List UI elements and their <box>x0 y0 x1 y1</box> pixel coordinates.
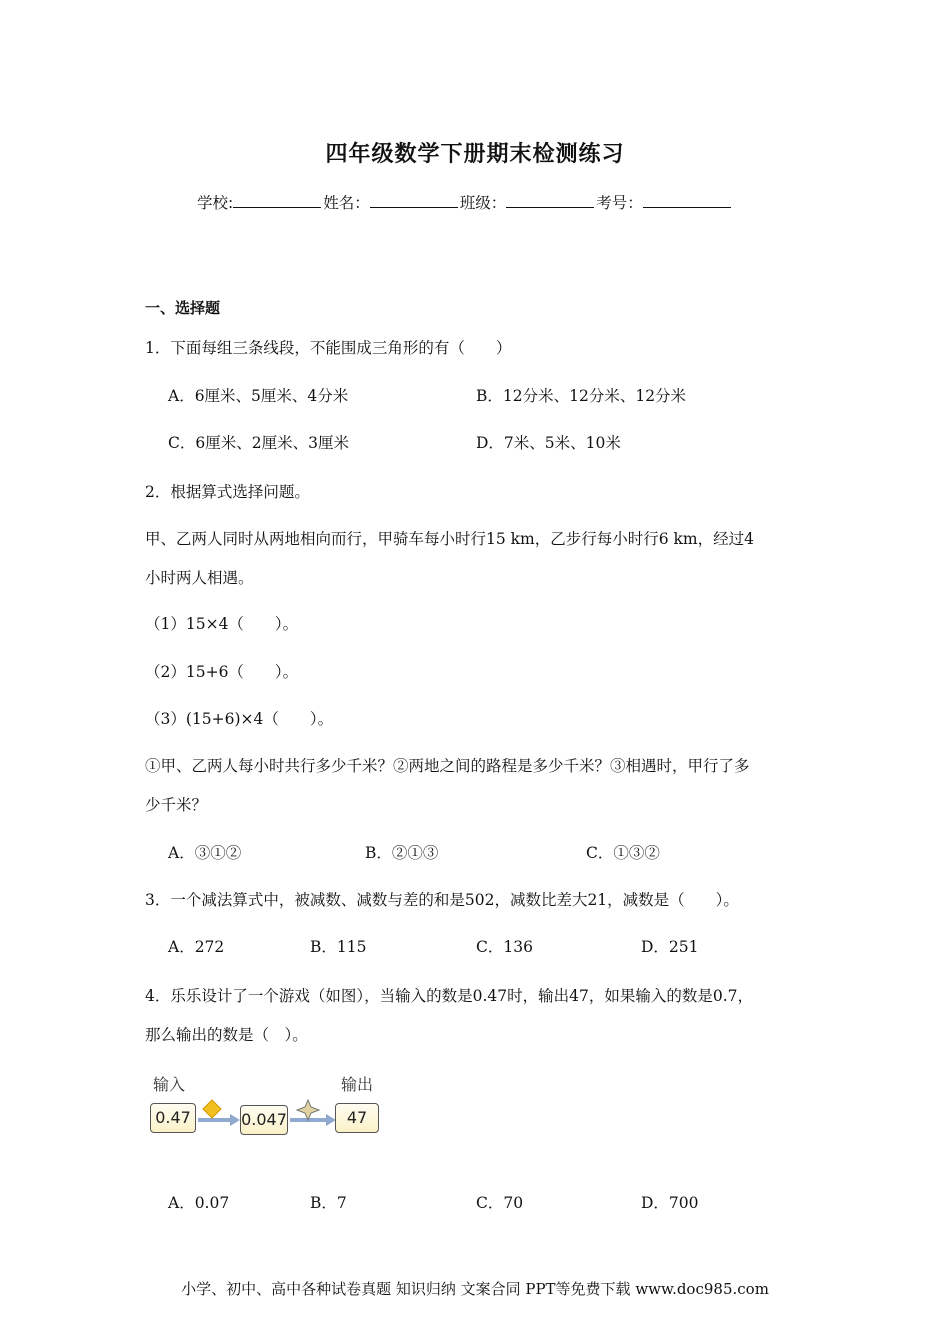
student-info-line <box>197 191 733 213</box>
middle-box: 0.047 <box>240 1105 288 1135</box>
q1-option-d: D．7米、5米、10米 <box>476 434 621 452</box>
q3-option-b: B．115 <box>310 938 367 956</box>
q3-option-c: C．136 <box>476 938 533 956</box>
q1-option-a: A．6厘米、5厘米、4分米 <box>168 387 349 405</box>
q3-option-d: D．251 <box>641 938 699 956</box>
q1-option-c: C．6厘米、2厘米、3厘米 <box>168 434 349 452</box>
io-machine-figure <box>148 1070 388 1140</box>
q2-part3: （3）(15+6)×4（ ）。 <box>145 710 334 728</box>
arrow-1-head <box>230 1114 240 1126</box>
star-icon <box>297 1100 319 1120</box>
q2-line1: 甲、乙两人同时从两地相向而行，甲骑车每小时行15 km，乙步行每小时行6 km，经过4 <box>145 530 754 548</box>
class-blank <box>506 193 594 208</box>
q4-option-d: D．700 <box>641 1194 699 1212</box>
q2-options-line1: ①甲、乙两人每小时共行多少千米？②两地之间的路程是多少千米？③相遇时，甲行了多 <box>145 757 750 775</box>
q3-option-a: A．272 <box>168 938 225 956</box>
q1-option-b: B．12分米、12分米、12分米 <box>476 387 687 405</box>
q2-options-line2: 少千米？ <box>145 796 208 814</box>
exam-no-label: 考号： <box>596 194 643 212</box>
section-heading: 一、选择题 <box>145 299 221 317</box>
input-box: 0.47 <box>150 1103 196 1133</box>
diamond-icon <box>203 1100 221 1118</box>
output-label: 输出 <box>341 1075 374 1094</box>
q2-line2: 小时两人相遇。 <box>145 569 254 587</box>
q1-stem: 1．下面每组三条线段，不能围成三角形的有（ ） <box>145 339 512 357</box>
class-label: 班级： <box>459 194 507 212</box>
school-blank <box>233 193 321 208</box>
school-label: 学校: <box>197 194 234 212</box>
q4-option-c: C．70 <box>476 1194 524 1212</box>
page-title: 四年级数学下册期末检测练习 <box>325 142 625 167</box>
q4-option-a: A．0.07 <box>168 1194 230 1212</box>
q2-option-b: B．②①③ <box>365 844 439 862</box>
q2-option-c: C．①③② <box>586 844 660 862</box>
q4-option-b: B．7 <box>310 1194 347 1212</box>
output-box: 47 <box>335 1103 379 1133</box>
q4-line2: 那么输出的数是（ ）。 <box>145 1026 308 1044</box>
q3-stem: 3．一个减法算式中，被减数、减数与差的和是502，减数比差大21，减数是（ ）。 <box>145 891 739 909</box>
name-label: 姓名： <box>323 194 370 212</box>
q4-line1: 4．乐乐设计了一个游戏（如图），当输入的数是0.47时，输出47，如果输入的数是0.7， <box>145 987 753 1005</box>
name-blank <box>370 193 458 208</box>
q2-stem: 2．根据算式选择问题。 <box>145 483 310 501</box>
q2-part1: （1）15×4（ ）。 <box>145 615 299 633</box>
q2-part2: （2）15+6（ ）。 <box>145 663 299 681</box>
page-footer: 小学、初中、高中各种试卷真题 知识归纳 文案合同 PPT等免费下载 www.doc985.com <box>181 1280 769 1298</box>
exam-no-blank <box>643 193 731 208</box>
q2-option-a: A．③①② <box>168 844 242 862</box>
input-label: 输入 <box>153 1075 186 1094</box>
